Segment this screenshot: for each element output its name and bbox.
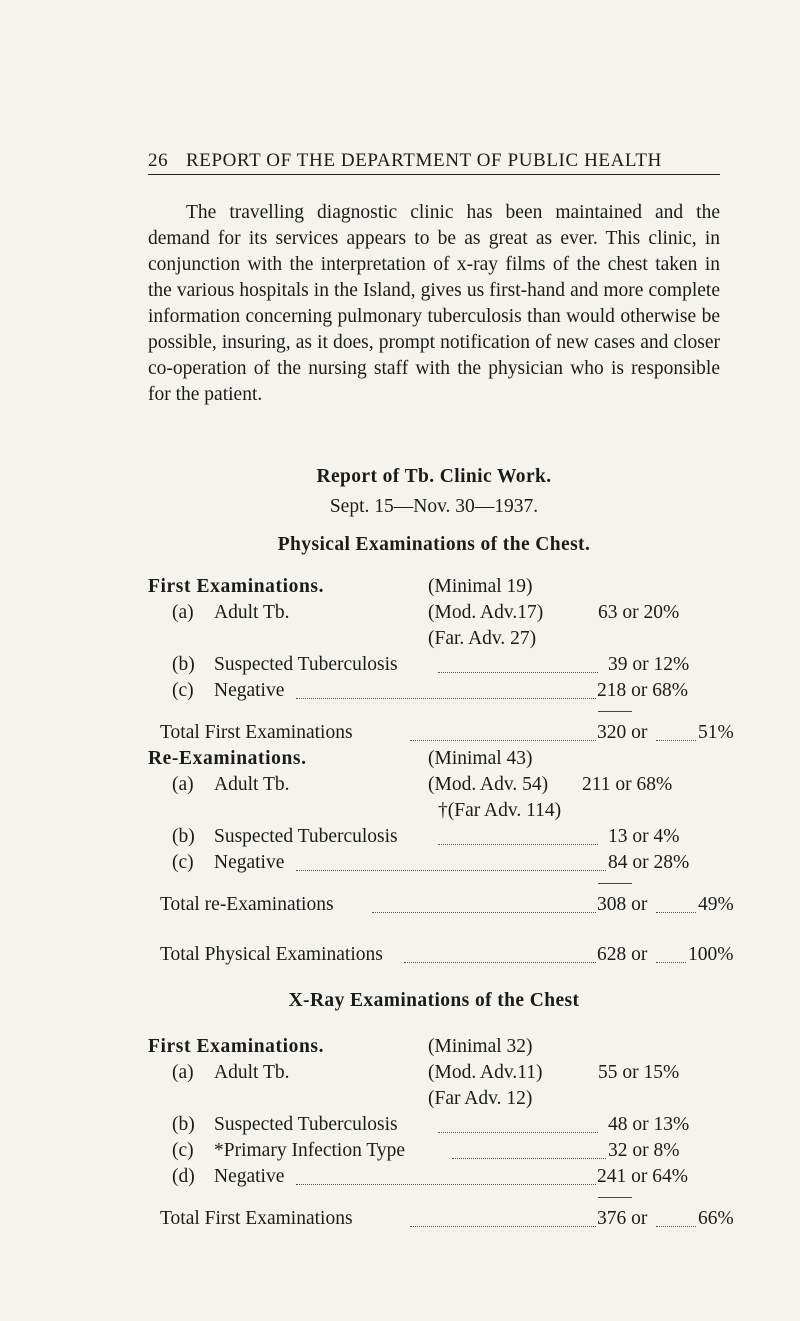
phys-first-row-b [0, 652, 800, 678]
leader-dots [296, 678, 596, 699]
phys-first-total-row [0, 720, 800, 746]
xray-row-a [0, 1060, 800, 1086]
xray-result-b: 48 or 13% [608, 1114, 690, 1135]
phys-first-row-c [0, 678, 800, 704]
page-number: 26 [148, 150, 169, 171]
phys-first-result-c: 218 or 68% [597, 680, 688, 701]
phys-first-total-value: 320 or [597, 722, 648, 743]
xray-row-b [0, 1112, 800, 1138]
phys-first-row-a [0, 600, 800, 626]
xray-suspected: Suspected Tuberculosis [214, 1114, 398, 1135]
phys-first-label-c: (c) [172, 680, 194, 701]
phys-re-heading: Re-Examinations. [148, 748, 307, 769]
phys-re-total-value: 308 or [597, 894, 648, 915]
physical-section-title: Physical Examinations of the Chest. [277, 534, 591, 555]
intro-paragraph: The travelling diagnostic clinic has been maintained and the demand for its services appears to be as great as ever. This clinic, in conjunction with the interpretation of x-ray films of the chest taken in the various hospitals in the Island, gives us first-hand and more complete information concerning pulmonary tuberculosis than would otherwise be possible, insuring, as it does, prompt notification of new cases and closer co-operation of the nursing staff with the physician who is responsible for the patient. [148, 202, 720, 405]
xray-result-c: 32 or 8% [608, 1140, 680, 1161]
phys-first-negative: Negative [214, 680, 285, 701]
leader-dots [438, 652, 598, 673]
phys-first-minimal: (Minimal 19) [428, 576, 533, 597]
sum-rule [598, 711, 632, 712]
phys-first-total-label: Total First Examinations [160, 722, 353, 743]
phys-re-total-pct: 49% [698, 894, 734, 915]
phys-re-label-b: (b) [172, 826, 195, 847]
phys-re-row-far [0, 798, 800, 824]
xray-row-heading [0, 1034, 800, 1060]
phys-first-heading: First Examinations. [148, 576, 325, 597]
leader-dots [656, 892, 696, 913]
sum-rule [598, 883, 632, 884]
xray-far: (Far Adv. 12) [428, 1088, 533, 1109]
leader-dots [372, 892, 596, 913]
phys-re-label-a: (a) [172, 774, 194, 795]
xray-heading: First Examinations. [148, 1036, 325, 1057]
leader-dots [410, 720, 596, 741]
xray-primary: *Primary Infection Type [214, 1140, 406, 1161]
leader-dots [410, 1206, 596, 1227]
xray-total-row [0, 1206, 800, 1232]
xray-result-d: 241 or 64% [597, 1166, 688, 1187]
phys-re-minimal: (Minimal 43) [428, 748, 533, 769]
phys-first-row-heading [0, 574, 800, 600]
phys-first-adult: Adult Tb. [214, 602, 290, 623]
xray-minimal: (Minimal 32) [428, 1036, 533, 1057]
xray-row-c [0, 1138, 800, 1164]
xray-section-title: X-Ray Examinations of the Chest [288, 990, 580, 1011]
phys-grand-total-label: Total Physical Examinations [160, 944, 383, 965]
phys-re-total-label: Total re-Examinations [160, 894, 334, 915]
leader-dots [296, 850, 606, 871]
leader-dots [296, 1164, 596, 1185]
leader-dots [438, 1112, 598, 1133]
phys-first-result-a: 63 or 20% [598, 602, 680, 623]
phys-re-row-heading [0, 746, 800, 772]
leader-dots [656, 1206, 696, 1227]
phys-re-result-a: 211 or 68% [582, 774, 673, 795]
phys-re-label-c: (c) [172, 852, 194, 873]
xray-label-d: (d) [172, 1166, 195, 1187]
phys-re-total-row [0, 892, 800, 918]
phys-re-negative: Negative [214, 852, 285, 873]
phys-re-row-a [0, 772, 800, 798]
report-date-range: Sept. 15—Nov. 30—1937. [329, 496, 539, 517]
phys-first-label-b: (b) [172, 654, 195, 675]
leader-dots [404, 942, 596, 963]
header-title: REPORT OF THE DEPARTMENT OF PUBLIC HEALTH [186, 150, 662, 171]
phys-re-mod: (Mod. Adv. 54) [428, 774, 549, 795]
phys-first-suspected: Suspected Tuberculosis [214, 654, 398, 675]
xray-row-far [0, 1086, 800, 1112]
phys-re-row-c [0, 850, 800, 876]
sum-rule [598, 1197, 632, 1198]
xray-negative: Negative [214, 1166, 285, 1187]
phys-re-result-b: 13 or 4% [608, 826, 680, 847]
xray-result-a: 55 or 15% [598, 1062, 680, 1083]
xray-adult: Adult Tb. [214, 1062, 290, 1083]
phys-first-mod: (Mod. Adv.17) [428, 602, 544, 623]
leader-dots [656, 720, 696, 741]
xray-total-value: 376 or [597, 1208, 648, 1229]
xray-label-a: (a) [172, 1062, 194, 1083]
xray-total-label: Total First Examinations [160, 1208, 353, 1229]
leader-dots [438, 824, 598, 845]
phys-re-row-b [0, 824, 800, 850]
xray-label-c: (c) [172, 1140, 194, 1161]
phys-re-suspected: Suspected Tuberculosis [214, 826, 398, 847]
phys-re-result-c: 84 or 28% [608, 852, 690, 873]
page-header [148, 150, 720, 175]
phys-grand-total-row [0, 942, 800, 968]
phys-re-far: †(Far Adv. 114) [438, 800, 562, 821]
xray-row-d [0, 1164, 800, 1190]
xray-label-b: (b) [172, 1114, 195, 1135]
xray-total-pct: 66% [698, 1208, 734, 1229]
phys-first-result-b: 39 or 12% [608, 654, 690, 675]
phys-re-adult: Adult Tb. [214, 774, 290, 795]
phys-grand-total-pct: 100% [688, 944, 734, 965]
xray-mod: (Mod. Adv.11) [428, 1062, 543, 1083]
phys-first-label-a: (a) [172, 602, 194, 623]
phys-first-far: (Far. Adv. 27) [428, 628, 537, 649]
leader-dots [452, 1138, 606, 1159]
phys-first-row-far [0, 626, 800, 652]
phys-first-total-pct: 51% [698, 722, 734, 743]
phys-grand-total-value: 628 or [597, 944, 648, 965]
leader-dots [656, 942, 686, 963]
report-title: Report of Tb. Clinic Work. [316, 466, 552, 487]
